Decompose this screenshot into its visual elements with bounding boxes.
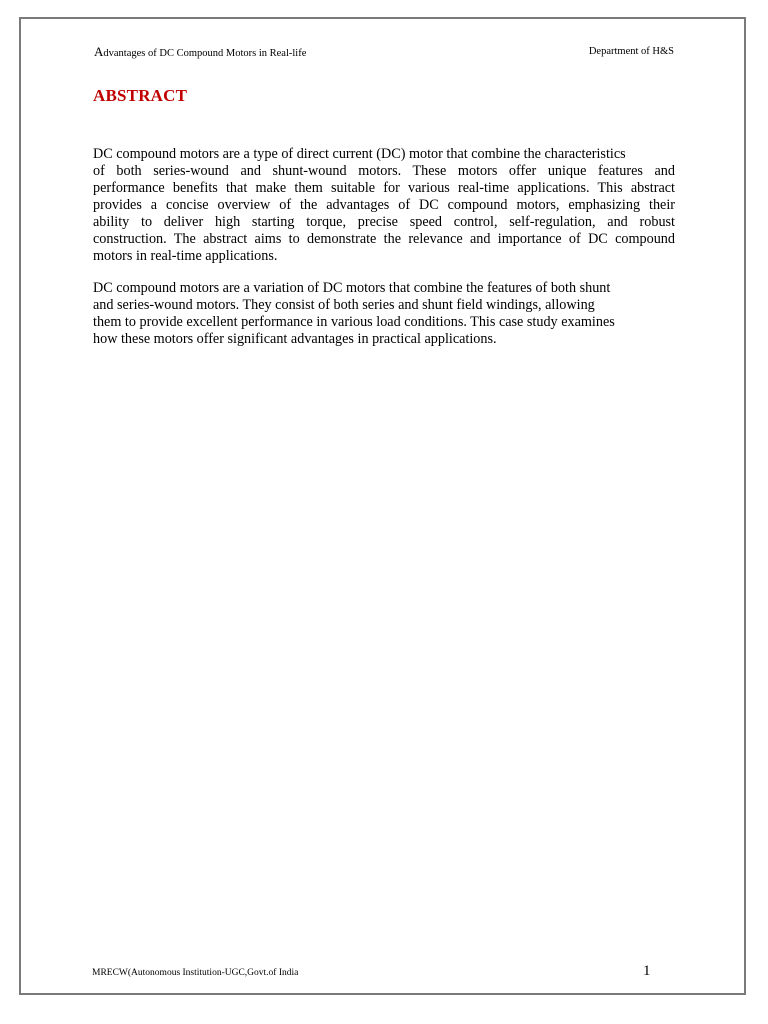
paragraph-line: provides a concise overview of the advantages of DC compound motors, emphasizing their: [93, 197, 675, 213]
paragraph-line: performance benefits that make them suitable for various real-time applications. This abstract: [93, 180, 675, 196]
paragraph-line: and series-wound motors. They consist of both series and shunt field windings, allowing: [93, 297, 595, 313]
header-title: [94, 44, 306, 60]
footer-institution: MRECW(Autonomous Institution-UGC,Govt.of India: [92, 968, 299, 978]
paragraph-line: ability to deliver high starting torque, precise speed control, self-regulation, and robust: [93, 214, 675, 230]
header-title-initial: A: [94, 44, 104, 59]
paragraph-line: DC compound motors are a type of direct current (DC) motor that combine the characteristics: [93, 146, 626, 162]
section-heading: ABSTRACT: [93, 86, 188, 105]
paragraph-line: construction. The abstract aims to demonstrate the relevance and importance of DC compound: [93, 231, 675, 247]
paragraph-line: of both series-wound and shunt-wound motors. These motors offer unique features and: [93, 163, 675, 179]
header-title-rest: dvantages of DC Compound Motors in Real-life: [103, 48, 307, 59]
paragraph-line: DC compound motors are a variation of DC motors that combine the features of both shunt: [93, 280, 611, 296]
page-header: [94, 44, 674, 60]
abstract-paragraph-2: [93, 280, 675, 348]
abstract-paragraph-1: [93, 146, 675, 265]
paragraph-line: motors in real-time applications.: [93, 248, 278, 264]
header-department: Department of H&S: [588, 46, 674, 57]
paragraph-line: them to provide excellent performance in various load conditions. This case study examines: [93, 314, 615, 330]
paragraph-line: how these motors offer significant advantages in practical applications.: [93, 331, 497, 347]
page-number: 1: [643, 963, 651, 979]
